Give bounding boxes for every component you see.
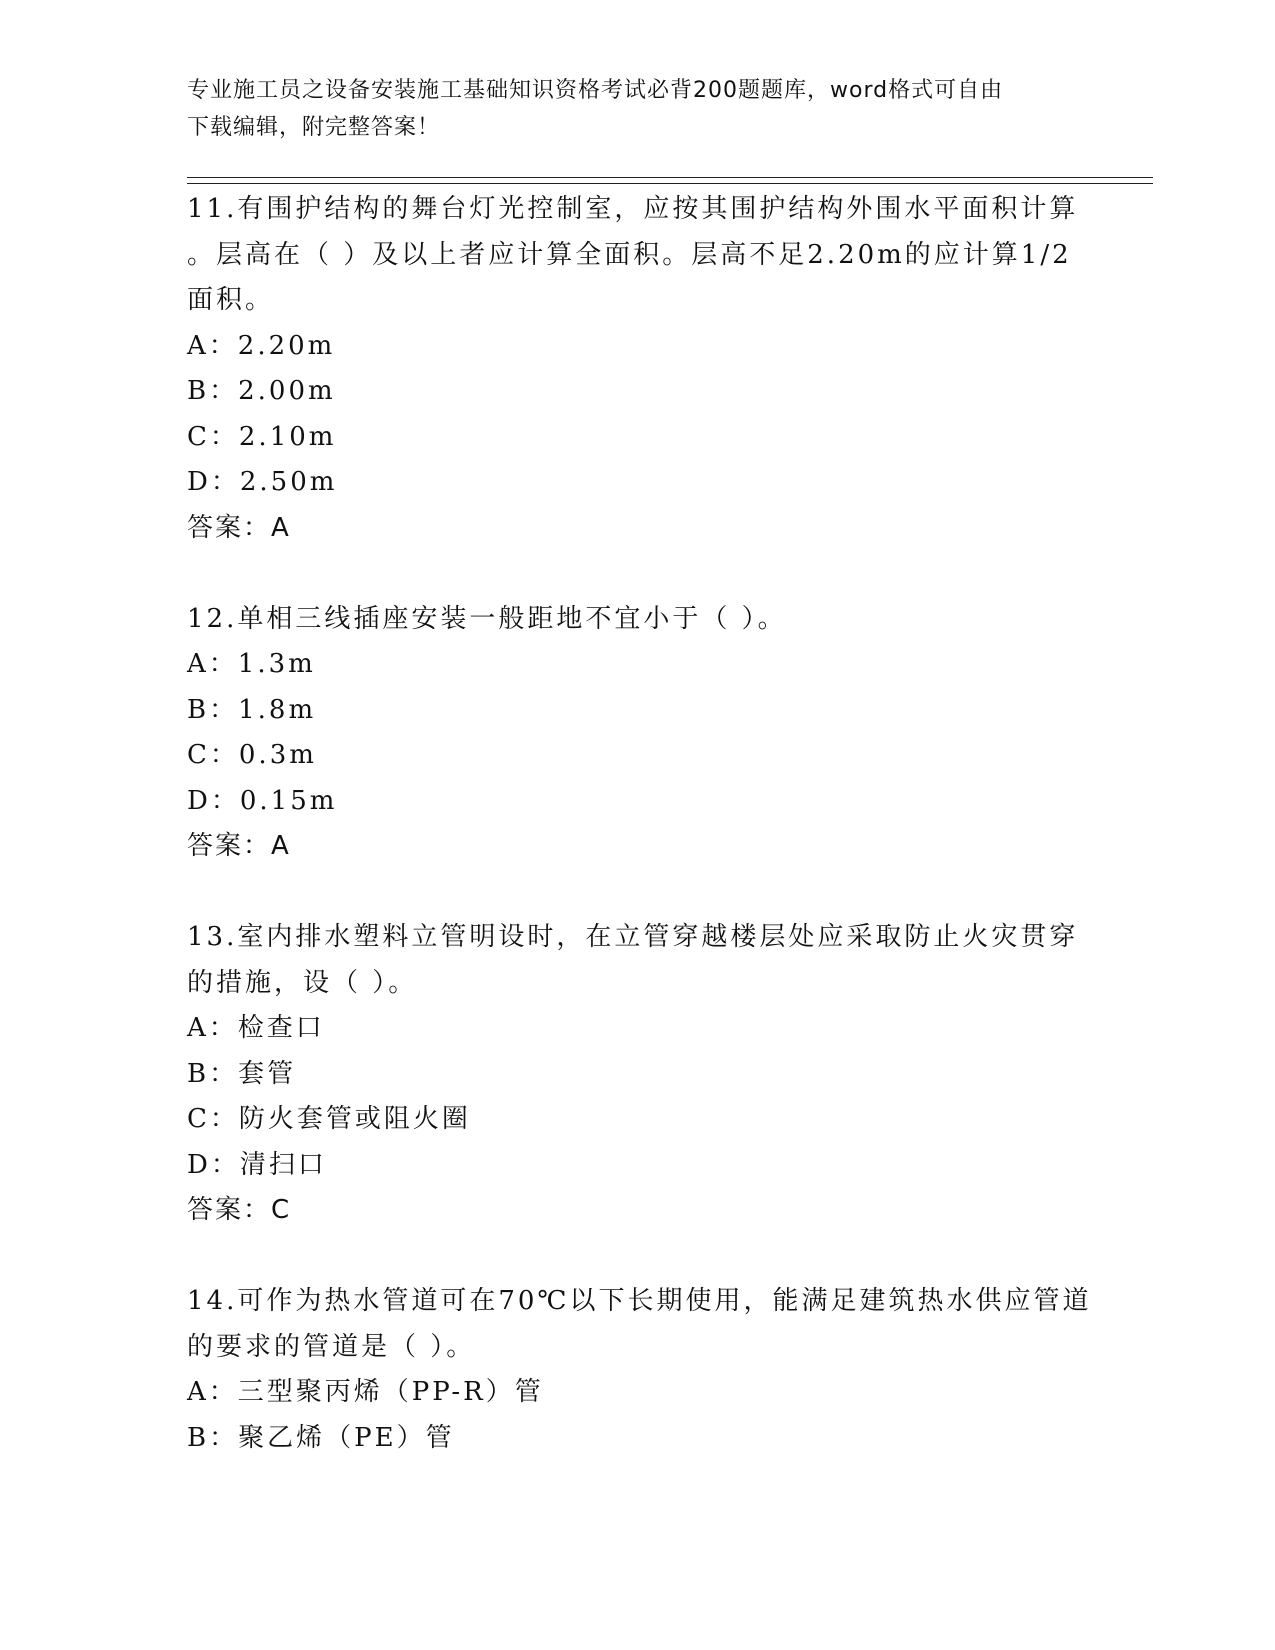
option-b: B：套管 bbox=[187, 1058, 297, 1089]
question-13 bbox=[187, 915, 1087, 1234]
option-c: C：2.10m bbox=[187, 421, 337, 452]
option-d: D：清扫口 bbox=[187, 1149, 327, 1180]
option-b: B：1.8m bbox=[187, 694, 317, 725]
option-a: A：三型聚丙烯（PP-R）管 bbox=[187, 1377, 544, 1407]
question-text-line: 13.室内排水塑料立管明设时，在立管穿越楼层处应采取防止火灾贯穿 bbox=[187, 922, 1079, 952]
question-list bbox=[187, 187, 1092, 1461]
question-12 bbox=[187, 597, 1087, 870]
question-spacer bbox=[187, 1234, 1087, 1280]
header-divider-bottom bbox=[187, 183, 1153, 184]
question-11 bbox=[187, 187, 1087, 551]
question-text-line: 14.可作为热水管道可在70℃以下长期使用，能满足建筑热水供应管道 bbox=[187, 1286, 1092, 1316]
question-spacer bbox=[187, 551, 1087, 597]
option-c: C：防火套管或阻火圈 bbox=[187, 1104, 471, 1134]
option-a: A：检查口 bbox=[187, 1013, 325, 1043]
answer: 答案：A bbox=[187, 831, 291, 861]
question-text-line: 。层高在（ ）及以上者应计算全面积。层高不足2.20m的应计算1/2 bbox=[187, 239, 1072, 270]
option-d: D：0.15m bbox=[187, 785, 338, 816]
document-header bbox=[187, 72, 1087, 146]
option-b: B：聚乙烯（PE）管 bbox=[187, 1422, 455, 1453]
question-text-line: 12.单相三线插座安装一般距地不宜小于（ ）。 bbox=[187, 603, 787, 634]
question-spacer bbox=[187, 870, 1087, 916]
question-text-line: 11.有围护结构的舞台灯光控制室，应按其围护结构外围水平面积计算 bbox=[187, 194, 1079, 224]
answer: 答案：A bbox=[187, 512, 291, 543]
header-line-2: 下载编辑，附完整答案！ bbox=[187, 115, 441, 140]
question-text-line: 的要求的管道是（ ）。 bbox=[187, 1331, 476, 1362]
option-b: B：2.00m bbox=[187, 376, 336, 406]
option-c: C：0.3m bbox=[187, 740, 317, 770]
answer: 答案：C bbox=[187, 1195, 292, 1225]
option-a: A：1.3m bbox=[187, 649, 316, 679]
question-14 bbox=[187, 1279, 1092, 1461]
option-a: A：2.20m bbox=[187, 330, 336, 361]
question-text-line: 面积。 bbox=[187, 285, 275, 315]
header-line-1: 专业施工员之设备安装施工基础知识资格考试必背200题题库，word格式可自由 bbox=[187, 78, 1004, 103]
question-text-line: 的措施，设（ ）。 bbox=[187, 967, 418, 998]
header-divider-top bbox=[187, 177, 1153, 178]
option-d: D：2.50m bbox=[187, 467, 338, 497]
